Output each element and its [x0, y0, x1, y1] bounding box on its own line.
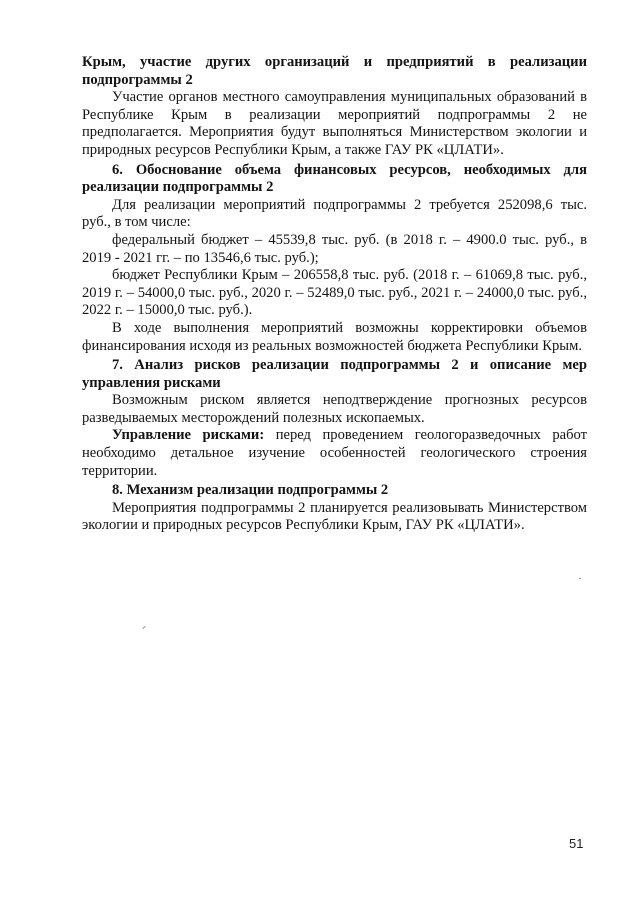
- paragraph-republic-budget: бюджет Республики Крым – 206558,8 тыс. руб. (2018 г. – 61069,8 тыс. руб., 2019 г. – 54000,0 тыс. руб., 2020 г. – 52489,0 тыс. руб., 2021 г. – 24000,0 тыс. руб., 2022 г. – 15000,0 тыс. руб.).: [82, 267, 587, 319]
- page-number: 51: [569, 836, 584, 851]
- risk-management-text: перед проведением геологоразведочных работ необходимо детальное изучение особенностей геологического строения территории.: [82, 427, 587, 479]
- paragraph-funding-total: Для реализации мероприятий подпрограммы 2 требуется 252098,6 тыс. руб., в том числе:: [82, 196, 587, 231]
- paragraph-mechanism: Мероприятия подпрограммы 2 планируется реализовывать Министерством экологии и природных ресурсов Республики Крым, ГАУ РК «ЦЛАТИ».: [82, 499, 587, 534]
- paragraph-continuation: Крым, участие других организаций и предприятий в реализации подпрограммы 2: [82, 54, 587, 88]
- section-6-heading: 6. Обоснование объема финансовых ресурсов, необходимых для реализации подпрограммы 2: [82, 161, 587, 196]
- paragraph-adjustments: В ходе выполнения мероприятий возможны корректировки объемов финансирования исходя из реальных возможностей бюджета Республики Крым.: [82, 319, 587, 354]
- paragraph-risk: Возможным риском является неподтверждение прогнозных ресурсов разведываемых месторождений полезных ископаемых.: [82, 392, 587, 426]
- risk-management-label: Управление рисками:: [112, 427, 265, 444]
- paragraph-risk-management: [82, 427, 587, 480]
- section-8-heading: 8. Механизм реализации подпрограммы 2: [112, 482, 389, 499]
- document-body: [82, 54, 587, 535]
- scan-speck: [579, 578, 581, 579]
- paragraph-federal-budget: федеральный бюджет – 45539,8 тыс. руб. (в 2018 г. – 4900.0 тыс. руб., в 2019 - 2021 гг. – по 13546,6 тыс. руб.);: [82, 231, 587, 266]
- scan-speck: [142, 626, 146, 630]
- section-7-heading: 7. Анализ рисков реализации подпрограммы 2 и описание мер управления рисками: [82, 357, 587, 391]
- paragraph-participation: Участие органов местного самоуправления муниципальных образований в Республике Крым в реализации мероприятий подпрограммы 2 не предполагается. Мероприятия будут выполняться Министерством экологии и природных ресурсов Республики Крым, а также ГАУ РК «ЦЛАТИ».: [82, 89, 587, 158]
